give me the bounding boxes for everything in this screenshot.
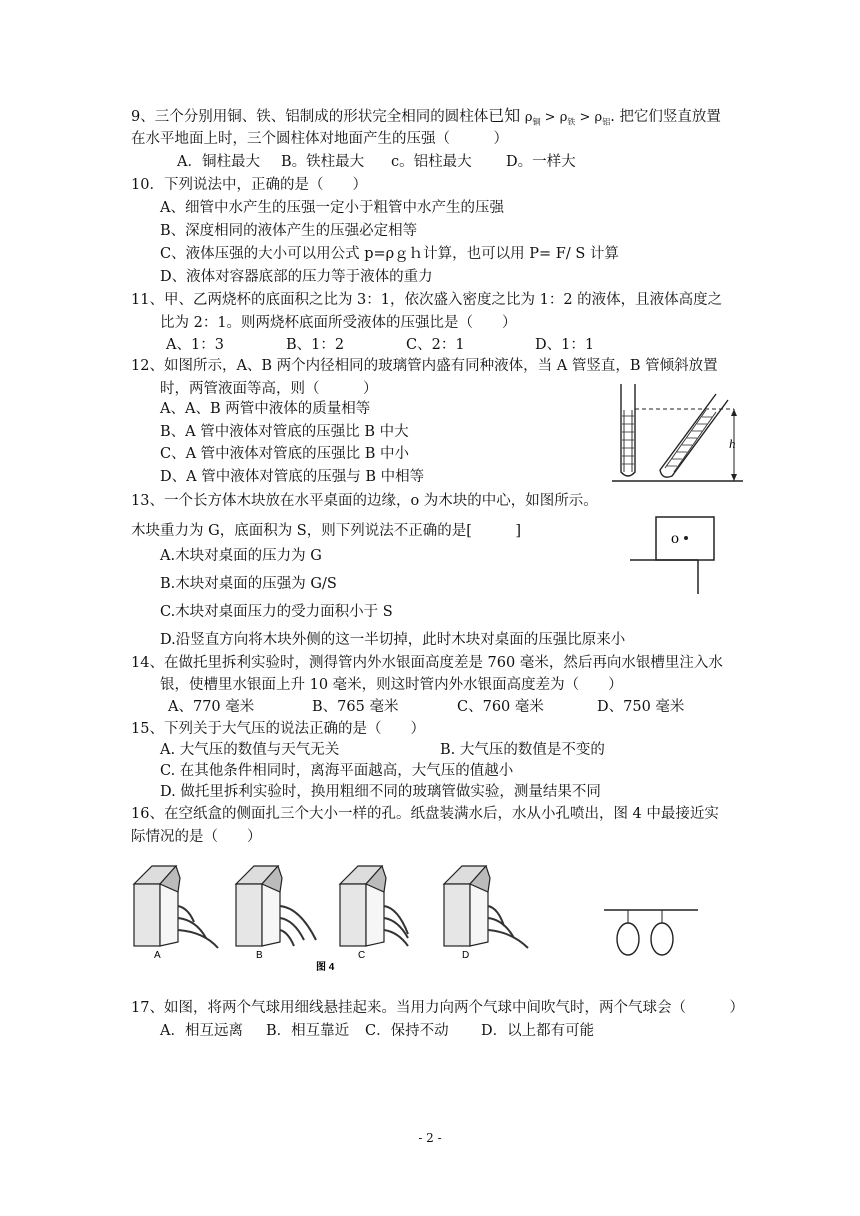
balloons-figure	[602, 895, 702, 967]
page-number: - 2 -	[418, 1131, 442, 1145]
q9-known: 已知	[488, 106, 521, 125]
q16-line1: 16、在空纸盒的侧面扎三个大小一样的孔。纸盘装满水后，水从小孔喷出，图 4 中最接近实	[131, 806, 719, 822]
q10-option-c: C、液体压强的大小可以用公式 p=ρｇｈ计算，也可以用 P= F/ S 计算	[160, 246, 619, 262]
q9-options	[177, 152, 576, 172]
q10-stem: 10．下列说法中，正确的是（ ）	[131, 177, 367, 193]
carton-c	[340, 866, 408, 946]
q13-option-d: D.沿竖直方向将木块外侧的这一半切掉，此时木块对桌面的压强比原来小	[160, 632, 626, 648]
q14-line2: 银，使槽里水银面上升 10 毫米，则这时管内外水银面高度差为（ ）	[160, 677, 623, 693]
q9-option-b: B。铁柱最大	[281, 154, 365, 170]
tubes-figure	[610, 380, 750, 488]
q13-line1: 13、一个长方体木块放在水平桌面的边缘，o 为木块的中心，如图所示。	[131, 493, 598, 509]
q14-option-d: D、750 毫米	[597, 699, 685, 715]
q9-option-a: A．铜柱最大	[177, 154, 260, 170]
q17-stem: 17、如图，将两个气球用细线悬挂起来。当用力向两个气球中间吹气时，两个气球会（ ）	[131, 1000, 744, 1016]
center-label: o	[671, 530, 679, 547]
q14-options	[168, 697, 684, 717]
q11-options	[166, 335, 594, 355]
q12-option-d: D、A 管中液体对管底的压强与 B 中相等	[160, 469, 425, 485]
q9-text-post: . 把它们竖直放置	[610, 109, 721, 125]
q17-option-c: C．保持不动	[365, 1023, 449, 1039]
carton-label-a: A	[154, 950, 161, 961]
q15-option-a: A. 大气压的数值与天气无关	[160, 742, 340, 758]
q11-option-c: C、2：1	[406, 337, 465, 353]
block-figure	[628, 512, 720, 596]
tube-a	[621, 384, 635, 476]
q11-line2: 比为 2：1。则两烧杯底面所受液体的压强比是（ ）	[160, 315, 517, 331]
q10-option-b: B、深度相同的液体产生的压强必定相等	[160, 223, 418, 239]
q10-option-a: A、细管中水产生的压强一定小于粗管中水产生的压强	[160, 200, 504, 216]
q12-option-c: C、A 管中液体对管底的压强比 B 中小	[160, 446, 410, 462]
carton-label-b: B	[256, 950, 263, 961]
balloon-right	[651, 923, 673, 955]
q13-option-c: C.木块对桌面压力的受力面积小于 S	[160, 604, 393, 620]
q12-option-b: B、A 管中液体对管底的压强比 B 中大	[160, 424, 409, 440]
q13-option-a: A.木块对桌面的压力为 G	[160, 548, 322, 564]
q16-line2: 际情况的是（ ）	[131, 829, 262, 845]
q13-option-b: B.木块对桌面的压强为 G/S	[160, 576, 337, 592]
q17-option-d: D．以上都有可能	[481, 1023, 595, 1039]
carton-label-d: D	[462, 950, 470, 961]
carton-d	[444, 866, 528, 948]
q12-line2: 时，两管液面等高，则（ ）	[160, 381, 378, 397]
balloon-left	[617, 923, 639, 955]
q11-line1: 11、甲、乙两烧杯的底面积之比为 3：1，依次盛入密度之比为 1：2 的液体，且液体高度之	[131, 292, 723, 308]
q17-option-a: A．相互远离	[160, 1023, 243, 1039]
q14-line1: 14、在做托里拆利实验时，测得管内外水银面高度差是 760 毫米，然后再向水银槽里注入水	[131, 655, 723, 671]
q9-line2: 在水平地面上时，三个圆柱体对地面产生的压强（ ）	[131, 131, 508, 147]
q9-option-d: D。一样大	[506, 154, 576, 170]
height-label: h	[729, 436, 736, 451]
q9-option-c: c。铝柱最大	[391, 154, 472, 170]
milk-cartons-figure	[126, 862, 546, 972]
q9-text: 9、三个分别用铜、铁、铝制成的形状完全相同的圆柱体	[131, 109, 489, 125]
q13-line2: 木块重力为 G，底面积为 S，则下列说法不正确的是[ ]	[131, 523, 522, 539]
q14-option-b: B、765 毫米	[312, 699, 399, 715]
q11-option-b: B、1：2	[286, 337, 345, 353]
q11-option-a: A、1：3	[166, 337, 224, 353]
figure-4-caption: 图 4	[316, 962, 335, 972]
q10-option-d: D、液体对容器底部的压力等于液体的重力	[160, 269, 433, 285]
q14-option-c: C、760 毫米	[457, 699, 544, 715]
q12-line1: 12、如图所示，A、B 两个内径相同的玻璃管内盛有同种液体，当 A 管竖直，B 管倾斜放置	[131, 358, 718, 374]
tube-b	[660, 394, 728, 477]
q15-option-b: B. 大气压的数值是不变的	[440, 742, 605, 758]
q11-option-d: D、1：1	[535, 337, 595, 353]
q15-option-c: C. 在其他条件相同时，离海平面越高，大气压的值越小	[160, 763, 514, 779]
carton-label-c: C	[358, 950, 366, 961]
center-point	[684, 536, 688, 540]
q14-option-a: A、770 毫米	[168, 699, 255, 715]
q12-option-a: A、A、B 两管中液体的质量相等	[160, 401, 371, 417]
carton-b	[236, 866, 316, 946]
q15-option-d: D. 做托里拆利实验时，换用粗细不同的玻璃管做实验，测量结果不同	[160, 784, 601, 800]
q15-stem: 15、下列关于大气压的说法正确的是（ ）	[131, 721, 425, 737]
q17-options	[160, 1021, 594, 1041]
density-relation: $\rho_铜 > \rho_铁 > \rho_铝$	[524, 110, 611, 127]
q17-option-b: B．相互靠近	[266, 1023, 350, 1039]
carton-a	[134, 866, 218, 948]
